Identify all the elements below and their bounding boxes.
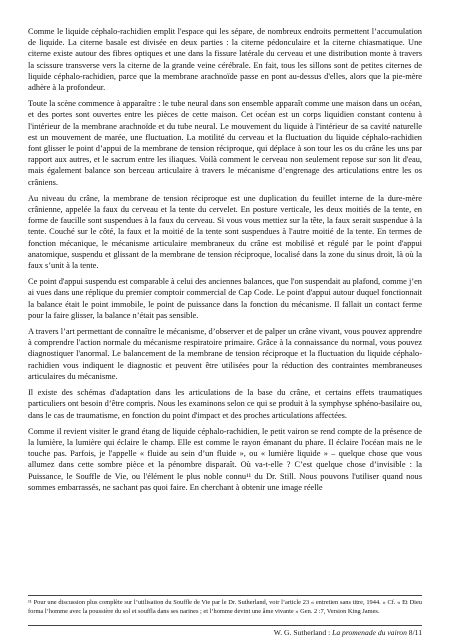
footer-divider bbox=[28, 625, 422, 626]
paragraph-6: Il existe des schémas d'adaptation dans les articulations de la base du crâne, et certains effets traumatiques particuliers ont besoin d’être compris. Nous les examinons selon ce qui se produit à la symphyse sphéno-basilaire ou, dans le cas de traumatisme, en fonction du point d'impact et des proches articulations affectées. bbox=[28, 388, 422, 420]
paragraph-5: A travers l’art permettant de connaître le mécanisme, d’observer et de palper un crâne vivant, vous pouvez apprendre à comprendre l'action normale du mécanisme respiratoire primaire. Grâce à la connaissance du normal, vous pouvez diagnostiquer l'anormal. Le balancement de la membrane de tension réciproque et la fluctuation du liquide céphalo-rachidien vous indiquent le diagnostic et peuvent être utilisées pour la réduction des contraintes membraneuses articulaires du mécanisme. bbox=[28, 327, 422, 381]
paragraph-1: Comme le liquide céphalo-rachidien emplit l'espace qui les sépare, de nombreux endroits permettent l’accumulation de liquide. La citerne basale est divisée en deux parties : la citerne pédonculaire et la citerne chiasmatique. Une citerne existe autour des fibres optiques et une dans la fissure latérale du cerveau et une distribution monte à travers la scissure transverse vers la citerne de la grande veine cérébrale. En fait, tous les sillons sont de petites citernes de liquide céphalo-rachidien, parce que la membrane arachnoïde passe en pont au-dessus d'elles, alors que la pie-mère adhère à la profondeur. bbox=[28, 27, 422, 93]
footer-title: La promenade du vairon bbox=[332, 628, 407, 637]
footnote-divider bbox=[28, 595, 422, 596]
footer-page-number: 8/11 bbox=[406, 628, 422, 637]
paragraph-7: Comme il revient visiter le grand étang de liquide céphalo-rachidien, le petit vairon se rend compte de la présence de la lumière, la lumière qui éclaire le champ. Elle est comme le rayon émanant du phare. Il éclaire l'océan mais ne le touche pas. Parfois, je l'appelle « fluide au sein d’un fluide », ou « lumière liquide » – quelque chose que vous allumez dans cette sombre pièce et la pénombre disparaît. Où va-t-elle ? C’est quelque chose d’invisible : la Puissance, le Souffle de Vie, ou l'élément le plus noble connu¹¹ du Dr. Still. Nous pouvons l'utiliser quand nous sommes embarrassés, ne sachant pas quoi faire. En cherchant à obtenir une image réelle bbox=[28, 426, 422, 492]
paragraph-3: Au niveau du crâne, la membrane de tension réciproque est une duplication du feuillet interne de la dure-mère crânienne, appelée la faux du cerveau et la tente du cervelet. En posture verticale, les deux moitiés de la tente, en forme de faucille sont suspendues à la faux du cerveau. Si vous vous mettiez sur la tête, la faux serait suspendue à la tente. Couché sur le côté, la faux et la moitié de la tente sont suspendues à l'autre moitié de la tente. En termes de fonction mécanique, le mécanisme articulaire membraneux du crâne est mobilisé et régulé par le point d'appui anatomique, suspendu et glissant de la membrane de tension réciproque, localisé dans la zone du sinus droit, là où la faux s’unit à la tente. bbox=[28, 193, 422, 271]
paragraph-2: Toute la scène commence à apparaître : le tube neural dans son ensemble apparaît comme une maison dans un océan, et des portes sont ouvertes entre les pièces de cette maison. Cet océan est un corps liquidien constant contenu à l'intérieur de la membrane arachnoïde et du tube neural. Le mouvement du liquide à l'intérieur de sa cavité naturelle est un mouvement de marée, une fluctuation. La motilité du cerveau et la fluctuation du liquide céphalo-rachidien font glisser le point d’appui de la membrane de tension réciproque, qui déplace à son tour les os du crâne les uns par rapport aux autres, et le sacrum entre les iliaques. Voilà comment le cerveau non seulement repose sur son lit d'eau, mais également balance son berceau articulaire à travers le mécanisme d’engrenage des articulations entre les os crâniens. bbox=[28, 99, 422, 187]
document-body bbox=[28, 26, 422, 498]
paragraph-4: Ce point d'appui suspendu est comparable à celui des anciennes balances, que l'on suspendait au plafond, comme j’en ai vues dans une réplique du premier comptoir commercial de Cap Code. Le point d'appui autour duquel fonctionnait la balance était le point immobile, le point de puissance dans la fonction du mécanisme. Il fallait un contact ferme pour la faire glisser, la balance n’était pas sensible. bbox=[28, 277, 422, 320]
footnote: ¹¹ Pour une discussion plus complète sur l’utilisation du Souffle de Vie par le Dr. Sutherland, voir l’article 23 « entretien sans titre, 1944. » Cf. « Et Dieu forma l’homme avec la poussière du sol et souffla dans ses narines ; et l’homme devint une âme vivante » Gen. 2 :7, Version King James. bbox=[28, 599, 422, 615]
page-footer bbox=[28, 628, 422, 637]
footer-author: W. G. Sutherland : bbox=[273, 628, 333, 637]
